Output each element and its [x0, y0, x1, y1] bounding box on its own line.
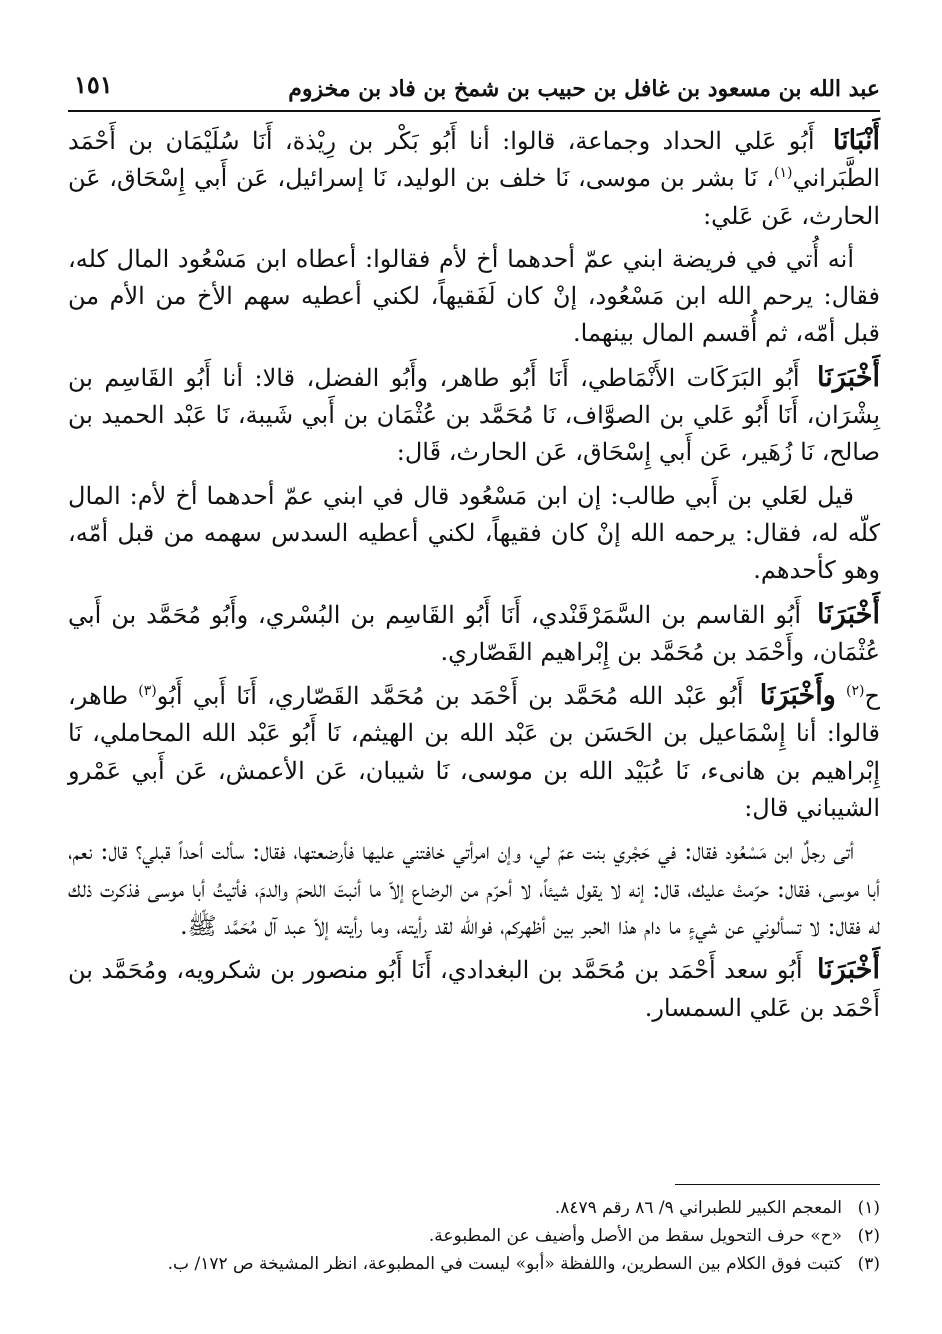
footnote-text: المعجم الكبير للطبراني ٩/ ٨٦ رقم ٨٤٧٩.	[554, 1198, 842, 1218]
paragraph-text: قيل لعَلي بن أَبي طالب: إن ابن مَسْعُود قال في ابني عمّ أحدهما أخ لأم: المال كلّه له، فقال: يرحمه الله إنْ كان فقيهاً، لكني أعطيه السدس سهمه من قبل أمّه، وهو كأحدهم.	[68, 481, 880, 585]
paragraph-text: أنه أُتي في فريضة ابني عمّ أحدهما أخ لأم فقالوا: أعطاه ابن مَسْعُود المال كله، فقال: يرحم الله ابن مَسْعُود، إنْ كان لَفَقيهاً، لكني أعطيه سهم الأخ من الأم من قبل أمّه، ثم أُقسم المال بينهما.	[68, 244, 880, 348]
paragraph-text: أَبُو سعد أَحْمَد بن مُحَمَّد بن البغدادي، أَنَا أَبُو منصور بن شكرويه، ومُحَمَّد بن أَحْمَد بن عَلي السمسار.	[68, 956, 880, 1022]
footnote-number: (٣)	[857, 1254, 880, 1274]
paragraph-text: أَبُو القاسم بن السَّمَرْقَنْدي، أَنَا أَبُو القَاسِم بن البُسْري، وأَبُو مُحَمَّد بن أَبي عُثْمَان، وأَحْمَد بن مُحَمَّد بن إِبْراهيم القَصّاري.	[68, 600, 880, 666]
isnad-paragraph	[68, 596, 880, 672]
isnad-lead-word: وأَخْبَرَنَا	[759, 680, 836, 712]
header-rule	[68, 110, 880, 112]
matn-paragraph	[68, 241, 880, 353]
paragraph-text-continued: طاهر، قالوا: أنا إِسْمَاعيل بن الحَسَن بن عَبْد الله بن الهيثم، نَا أَبُو عَبْد الله المحاملي، نَا إِبْراهيم بن هانىء، نَا عُبَيْد الله بن موسى، نَا شيبان، عَن الأعمش، عَن أَبي عَمْرو الشيباني قال:	[68, 682, 880, 823]
isnad-lead-word: أَخْبَرَنَا	[817, 954, 880, 986]
main-text	[68, 122, 880, 1033]
matn-paragraph	[68, 833, 880, 945]
page-number: ١٥١	[74, 70, 113, 99]
footnote	[68, 1194, 880, 1222]
running-header	[68, 62, 880, 110]
footnote-marker: (٣)	[138, 683, 157, 700]
footnote-number: (١)	[857, 1198, 880, 1218]
footnote	[68, 1250, 880, 1278]
paragraph-text: أَبُو عَلي الحداد وجماعة، قالوا: أنا أَبُو بَكْر بن رِيْذة، أَنَا سُلَيْمَان بن أَحْمَد الطَّبَراني	[68, 127, 880, 193]
footnote-text: «ح» حرف التحويل سقط من الأصل وأضيف عن المطبوعة.	[428, 1226, 842, 1246]
footnote-number: (٢)	[857, 1226, 880, 1246]
footnote-text: كتبت فوق الكلام بين السطرين، واللفظة «أبو» ليست في المطبوعة، انظر المشيخة ص ١٧٢/ ب.	[167, 1254, 842, 1274]
isnad-lead-word: أَخْبَرَنَا	[817, 598, 880, 630]
footnote-marker: (٢)	[846, 683, 865, 700]
isnad-lead-word: أَخْبَرَنَا	[817, 361, 881, 393]
footnotes	[68, 1194, 880, 1278]
matn-paragraph	[68, 478, 880, 590]
paragraph-text: أتى رجلٌ ابن مَسْعُود فقال: في حَجْري بنت عمّ لي، وإن امرأتي خافتني عليها فأرضعتها، فقال: سألت أحداً قبلي؟ قال: نعم، أبا موسى، فقال: حرّمتْ عليك، قال: إنه لا يقول شيئاً، لا أحرّم من الرضاع إلاّ ما أنبتَ اللحمَ والدمَ، فأتيتُ أبا موسى فذكرت ذلك له فقال: لا تسألوني عن شيءٍ ما دام هذا الحبر بين أظهركم، فوالله لقد رأيته، وما رأيته إلاّ عبد آل مُحَمَّد ﷺ.	[68, 837, 880, 940]
footnote	[68, 1222, 880, 1250]
footnote-marker: (١)	[774, 165, 793, 182]
book-page	[68, 62, 880, 1312]
footnote-separator	[675, 1184, 880, 1185]
isnad-paragraph	[68, 951, 880, 1027]
running-header-title: عبد الله بن مسعود بن غافل بن حبيب بن شمخ بن فاد بن مخزوم	[288, 76, 880, 102]
paragraph-text: أَبُو عَبْد الله مُحَمَّد بن أَحْمَد بن مُحَمَّد القَصّاري، أَنَا أَبي أَبُو	[156, 682, 744, 711]
isnad-paragraph	[68, 359, 880, 472]
isnad-lead-word: أَنْبَانَا	[832, 125, 881, 156]
tahwil-marker: ح	[864, 682, 880, 711]
isnad-paragraph	[68, 677, 880, 827]
isnad-paragraph	[68, 122, 880, 235]
paragraph-text: أَبُو البَرَكَات الأَنْمَاطي، أَنَا أَبُو طاهر، وأَبُو الفضل، قالا: أنا أَبُو القَاسِم بن بِشْرَان، أَنَا أَبُو عَلي بن الصوَّاف، نَا مُحَمَّد بن عُثْمَان بن أَبي شَيبة، نَا عَبْد الحميد بن صالح، نَا زُهَير، عَن أَبي إِسْحَاق، عَن الحارث، قَال:	[68, 363, 880, 467]
paragraph-text-continued: ، نَا بشر بن موسى، نَا خلف بن الوليد، نَا إسرائيل، عَن أَبي إِسْحَاق، عَن الحارث، عَن عَلي:	[68, 164, 880, 230]
